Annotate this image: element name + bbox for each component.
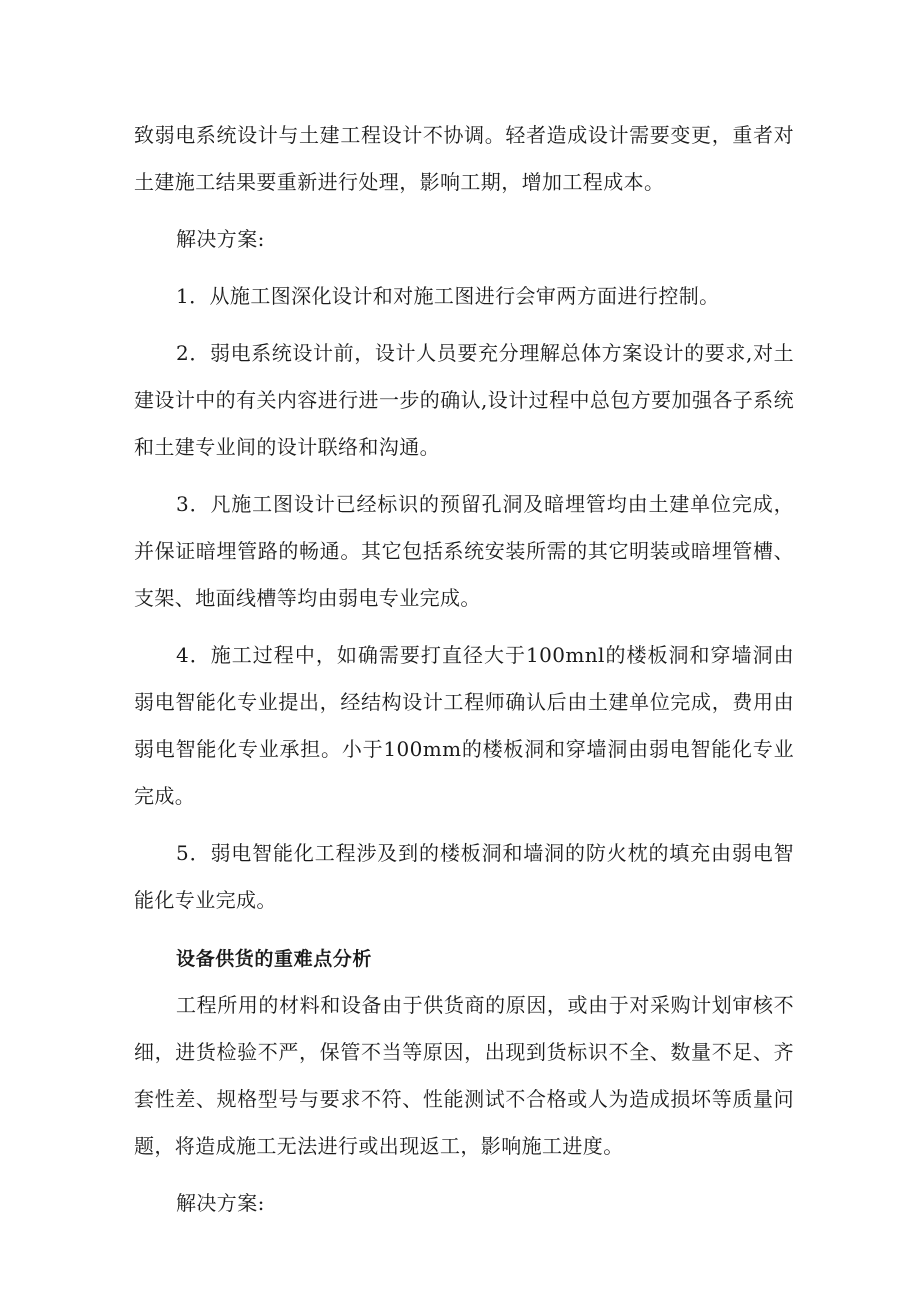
supply-problem-paragraph: 工程所用的材料和设备由于供货商的原因，或由于对采购计划审核不细，进货检验不严，保管不当等原因，出现到货标识不全、数量不足、齐套性差、规格型号与要求不符、性能测试不合格或人为造成损坏等质量问题，将造成施工无法进行或出现返工，影响施工进度。 [134, 993, 794, 1158]
solution-item-2: 2．弱电系统设计前，设计人员要充分理解总体方案设计的要求,对土建设计中的有关内容进行进一步的确认,设计过程中总包方要加强各子系统和土建专业间的设计联络和沟通。 [134, 341, 794, 459]
document-body [134, 112, 794, 1227]
solution-label-2: 解决方案: [176, 1191, 265, 1215]
solution-item-4: 4．施工过程中，如确需要打直径大于100mnl的楼板洞和穿墙洞由弱电智能化专业提出，经结构设计工程师确认后由土建单位完成，费用由弱电智能化专业承担。小于100mm的楼板洞和穿墙洞由弱电智能化专业完成。 [134, 643, 794, 808]
section-heading: 设备供货的重难点分析 [176, 948, 373, 970]
paragraph-continuation: 致弱电系统设计与土建工程设计不协调。轻者造成设计需要变更，重者对土建施工结果要重新进行处理，影响工期，增加工程成本。 [134, 123, 794, 194]
solution-item-1: 1．从施工图深化设计和对施工图进行会审两方面进行控制。 [176, 284, 720, 308]
solution-item-3: 3．凡施工图设计已经标识的预留孔洞及暗埋管均由土建单位完成，并保证暗埋管路的畅通。其它包括系统安装所需的其它明装或暗埋管槽、支架、地面线槽等均由弱电专业完成。 [134, 492, 794, 610]
solution-label: 解决方案: [176, 227, 265, 251]
solution-item-5: 5．弱电智能化工程涉及到的楼板洞和墙洞的防火枕的填充由弱电智能化专业完成。 [134, 841, 794, 912]
